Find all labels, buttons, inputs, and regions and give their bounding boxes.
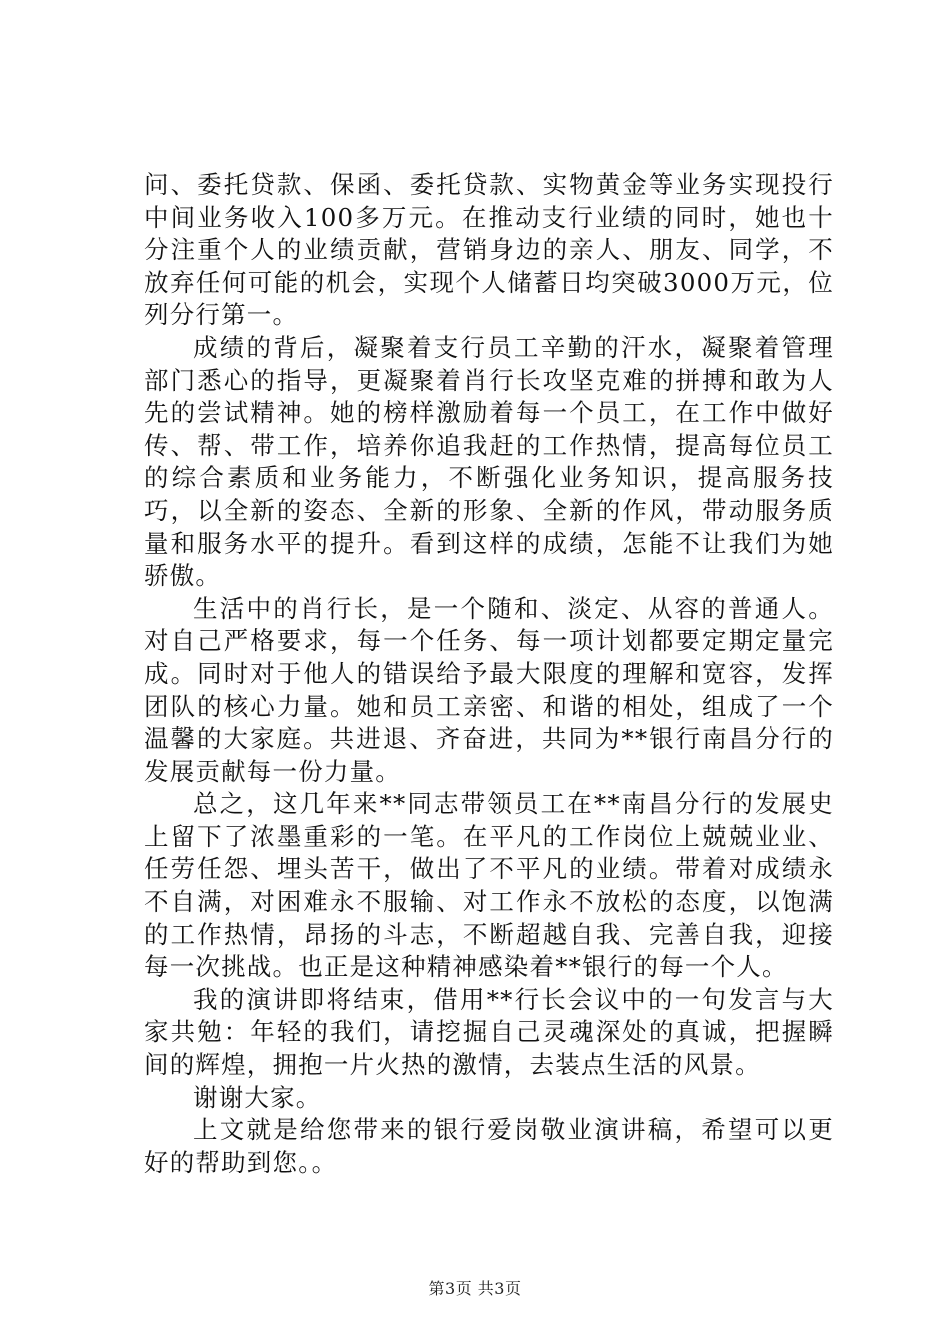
paragraph-summary: 总之，这几年来**同志带领员工在**南昌分行的发展史上留下了浓墨重彩的一笔。在平凡的工作岗位上兢兢业业、任劳任怨、埋头苦干，做出了不平凡的业绩。带着对成绩永不自满，对困难永不服输、对工作永不放松的态度，以饱满的工作热情，昂扬的斗志，不断超越自我、完善自我，迎接每一次挑战。也正是这种精神感染着**银行的每一个人。: [144, 789, 834, 982]
paragraph-continuation: 问、委托贷款、保函、委托贷款、实物黄金等业务实现投行中间业务收入100多万元。在推动支行业绩的同时，她也十分注重个人的业绩贡献，营销身边的亲人、朋友、同学，不放弃任何可能的机会，实现个人储蓄日均突破3000万元，位列分行第一。: [144, 170, 834, 330]
document-body: [144, 169, 834, 1179]
paragraph-closing: 我的演讲即将结束，借用**行长会议中的一句发言与大家共勉：年轻的我们，请挖掘自己灵魂深处的真诚，把握瞬间的辉煌，拥抱一片火热的激情，去装点生活的风景。: [144, 984, 834, 1080]
page-number-footer: 第3页 共3页: [428, 1279, 522, 1298]
paragraph-achievements: 成绩的背后，凝聚着支行员工辛勤的汗水，凝聚着管理部门悉心的指导，更凝聚着肖行长攻坚克难的拼搏和敢为人先的尝试精神。她的榜样激励着每一个员工，在工作中做好传、帮、带工作，培养你追我赶的工作热情，提高每位员工的综合素质和业务能力，不断强化业务知识，提高服务技巧，以全新的姿态、全新的形象、全新的作风，带动服务质量和服务水平的提升。看到这样的成绩，怎能不让我们为她骄傲。: [144, 332, 834, 591]
paragraph-note: 上文就是给您带来的银行爱岗敬业演讲稿，希望可以更好的帮助到您。。: [144, 1115, 834, 1177]
paragraph-daily-life: 生活中的肖行长，是一个随和、淡定、从容的普通人。对自己严格要求，每一个任务、每一项计划都要定期定量完成。同时对于他人的错误给予最大限度的理解和宽容，发挥团队的核心力量。她和员工亲密、和谐的相处，组成了一个温馨的大家庭。共进退、齐奋进，共同为**银行南昌分行的发展贡献每一份力量。: [144, 593, 834, 786]
paragraph-thanks: 谢谢大家。: [193, 1082, 322, 1112]
